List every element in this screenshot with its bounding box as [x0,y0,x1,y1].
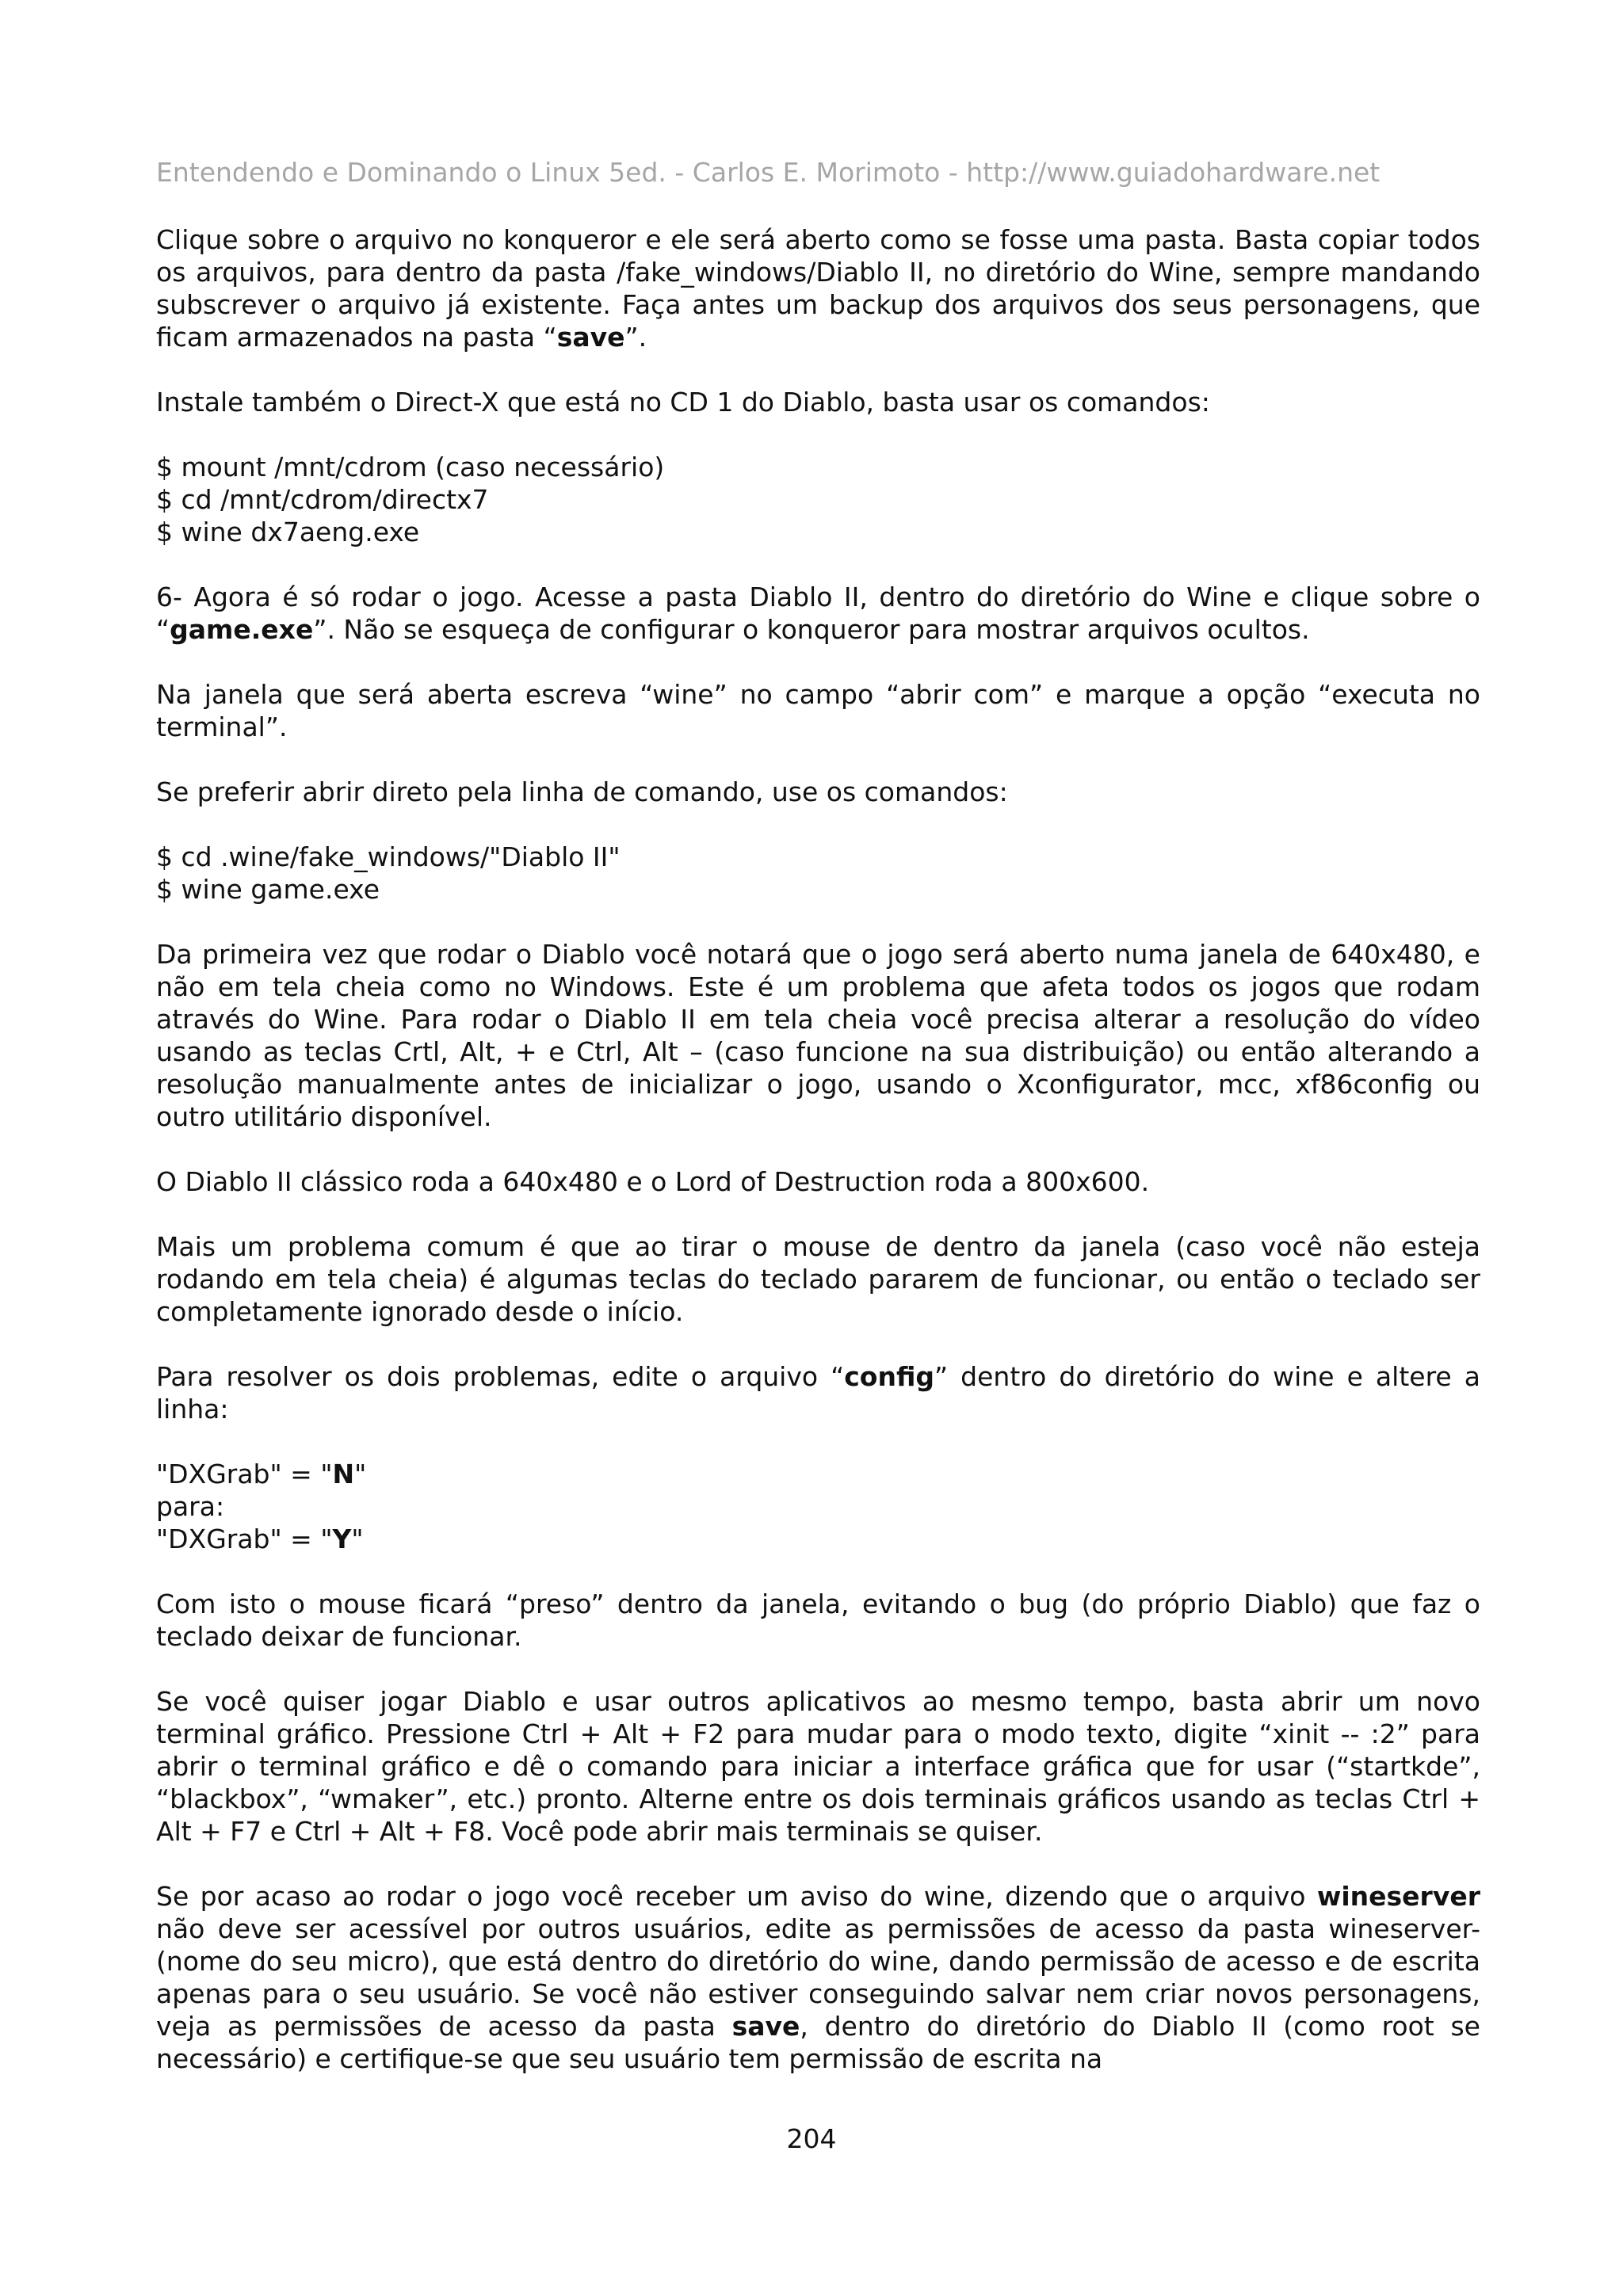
paragraph-new-terminal: Se você quiser jogar Diablo e usar outros aplicativos ao mesmo tempo, basta abrir um novo terminal gráfico. Pressione Ctrl + Alt + F2 para mudar para o modo texto, digite “xinit -- :2” para abrir o terminal gráfico e dê o comando para iniciar a interface gráfica que for usar (“startkde”, “blackbox”, “wmaker”, etc.) pronto. Alterne entre os dois terminais gráficos usando as teclas Ctrl + Alt + F7 e Ctrl + Alt + F8. Você pode abrir mais terminais se quiser. [156,1686,1480,1847]
command-line: $ cd /mnt/cdrom/directx7 [156,484,489,515]
paragraph-text-middle: não deve ser acessível por outros usuários, edite as permissões de acesso da pasta wineserver-(nome do seu micro), que está dentro do diretório do wine, dando permissão de acesso e de escrita apenas para o seu usuário. Se você não estiver conseguindo salvar nem criar novos personagens, veja as permissões de acesso da pasta [156,1913,1480,2042]
paragraph-text-end: ”. [624,322,647,353]
config-text: "DXGrab" = " [156,1459,333,1489]
paragraph-run-game [156,581,1480,646]
command-block-game [156,841,1480,906]
paragraph-text-end: , dentro do diretório do Diablo II (como root se necessário) e certifique-se que seu usuário tem permissão de escrita na [156,2011,1480,2074]
config-text: "DXGrab" = " [156,1524,333,1554]
paragraph-mouse-trapped: Com isto o mouse ficará “preso” dentro da janela, evitando o bug (do próprio Diablo) que faz o teclado deixar de funcionar. [156,1589,1480,1652]
paragraph-text-end: ” dentro do diretório do wine e altere a linha: [156,1361,1480,1425]
config-line-before [156,1458,1480,1490]
command-line: $ wine dx7aeng.exe [156,517,420,547]
paragraph-text-end: ”. Não se esqueça de configurar o konqueror para mostrar arquivos ocultos. [313,614,1310,645]
config-text: " [351,1524,364,1554]
paragraph-edit-config [156,1360,1480,1425]
paragraph-mouse-problem: Mais um problema comum é que ao tirar o mouse de dentro da janela (caso você não esteja rodando em tela cheia) é algumas teclas do teclado pararem de funcionar, ou então o teclado ser completamente ignorado desde o início. [156,1231,1480,1327]
command-line: $ mount /mnt/cdrom (caso necessário) [156,452,665,482]
paragraph-install-directx: Instale também o Direct-X que está no CD 1 do Diablo, basta usar os comandos: [156,387,1210,418]
paragraph-text: Clique sobre o arquivo no konqueror e ele será aberto como se fosse uma pasta. Basta copiar todos os arquivos, para dentro da pasta /fake_windows/Diablo II, no diretório do Wine, sempre mandando subscrever o arquivo já existente. Faça antes um backup dos arquivos dos seus personagens, que ficam armazenados na pasta “ [156,224,1480,353]
running-header: Entendendo e Dominando o Linux 5ed. - Carlos E. Morimoto - http://www.guiadohardware.net [156,157,1381,188]
paragraph-wineserver-permissions [156,1880,1480,2075]
paragraph-command-line: Se preferir abrir direto pela linha de comando, use os comandos: [156,776,1008,807]
paragraph-fullscreen: Da primeira vez que rodar o Diablo você notará que o jogo será aberto numa janela de 640x480, e não em tela cheia como no Windows. Este é um problema que afeta todos os jogos que rodam através do Wine. Para rodar o Diablo II em tela cheia você precisa alterar a resolução do vídeo usando as teclas Crtl, Alt, + e Ctrl, Alt – (caso funcione na sua distribuição) ou então alterando a resolução manualmente antes de inicializar o jogo, usando o Xconfigurator, mcc, xf86config ou outro utilitário disponível. [156,939,1480,1132]
bold-term-wineserver: wineserver [1316,1881,1480,1912]
paragraph-copy-files [156,223,1480,353]
paragraph-text: Para resolver os dois problemas, edite o arquivo “ [156,1361,845,1392]
command-line: $ cd .wine/fake_windows/"Diablo II" [156,841,621,872]
command-block-directx [156,451,1480,548]
config-line-para: para: [156,1491,225,1522]
command-line: $ wine game.exe [156,874,380,905]
bold-term-game-exe: game.exe [170,614,314,645]
bold-term-save: save [556,322,625,353]
config-block-dxgrab [156,1458,1480,1555]
page-number: 204 [786,2123,837,2154]
bold-value-n: N [332,1459,355,1489]
paragraph-resolutions: O Diablo II clássico roda a 640x480 e o Lord of Destruction roda a 800x600. [156,1166,1150,1197]
bold-value-y: Y [332,1524,352,1554]
bold-term-config: config [844,1361,935,1392]
paragraph-text: Se por acaso ao rodar o jogo você receber um aviso do wine, dizendo que o arquivo [156,1881,1317,1912]
paragraph-text: 6- Agora é só rodar o jogo. Acesse a pasta Diablo II, dentro do diretório do Wine e clique sobre o “ [156,582,1480,645]
config-line-after [156,1523,1480,1555]
page-body [156,223,1480,2075]
config-text: " [354,1459,367,1489]
paragraph-open-with-wine: Na janela que será aberta escreva “wine” no campo “abrir com” e marque a opção “executa no terminal”. [156,679,1480,742]
bold-term-save: save [731,2011,800,2042]
